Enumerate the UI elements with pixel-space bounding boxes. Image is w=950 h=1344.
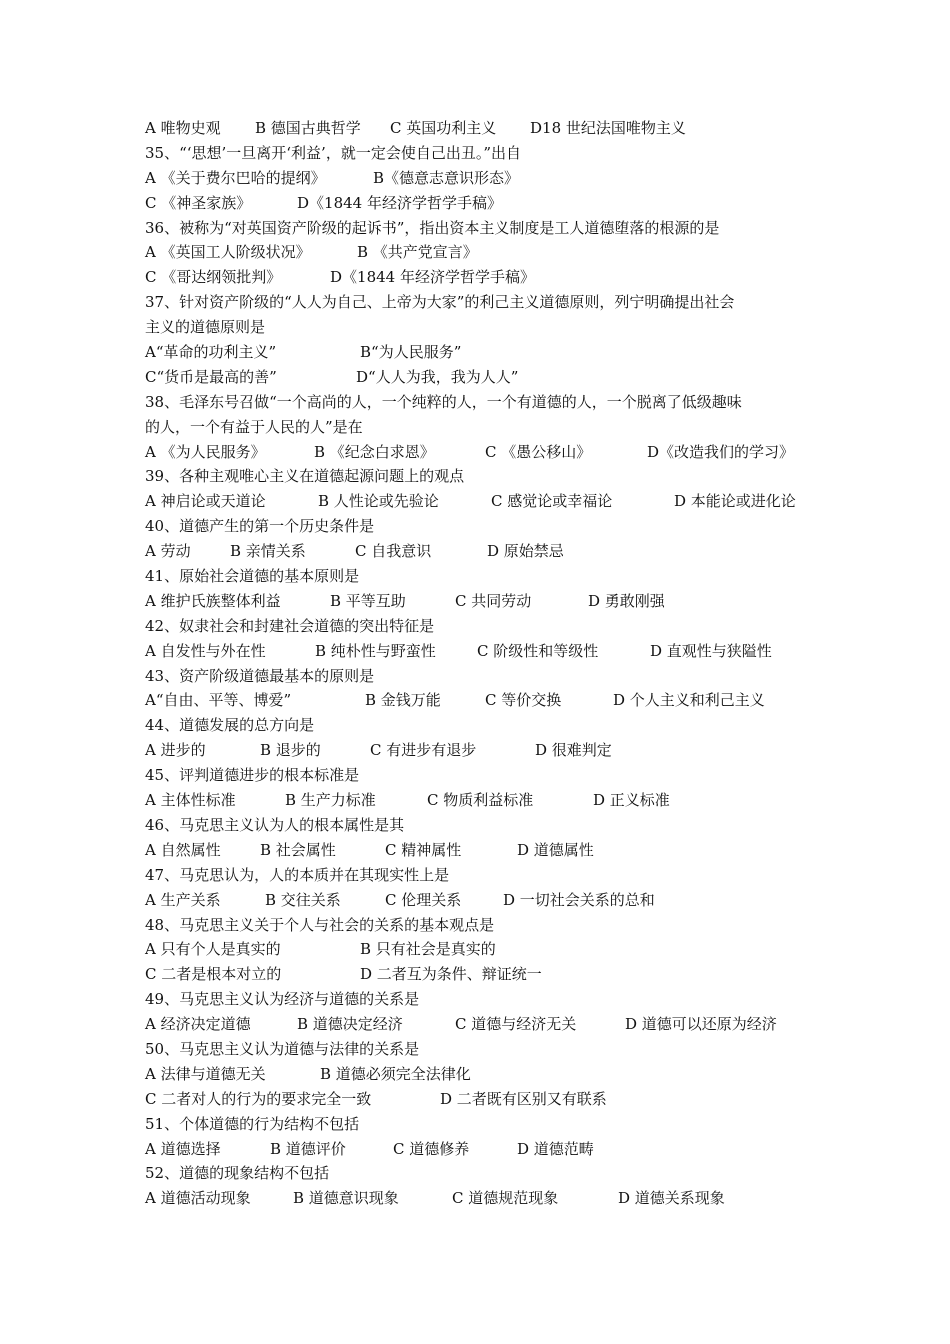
answer-option: A“革命的功利主义” (145, 343, 277, 362)
answer-option: C 英国功利主义 (390, 119, 497, 137)
answer-option: D 直观性与狭隘性 (650, 641, 772, 660)
option-row (145, 539, 825, 564)
answer-option: D 个人主义和利己主义 (613, 691, 765, 710)
question-stem: 的人，一个有益于人民的人”是在 (145, 417, 363, 436)
question-stem: 44、道德发展的总方向是 (145, 716, 315, 735)
answer-option: B 交往关系 (265, 890, 341, 909)
question-text (145, 913, 825, 938)
answer-option: A 经济决定道德 (145, 1015, 251, 1034)
answer-option: C 二者对人的行为的要求完全一致 (145, 1089, 372, 1108)
answer-option: C 《哥达纲领批判》 (145, 268, 282, 287)
question-stem: 36、被称为“对英国资产阶级的起诉书”，指出资本主义制度是工人道德堕落的根源的是 (145, 218, 720, 237)
answer-option: A 道德选择 (145, 1139, 221, 1158)
answer-option: B 德国古典哲学 (255, 119, 361, 137)
answer-option: D 正义标准 (593, 791, 670, 810)
answer-option: B 纯朴性与野蛮性 (315, 641, 436, 660)
answer-option: A 劳动 (145, 542, 191, 561)
option-row (145, 937, 825, 962)
answer-option: C 精神属性 (385, 840, 462, 859)
option-row (145, 489, 825, 514)
question-stem: 主义的道德原则是 (145, 318, 266, 337)
option-row (145, 788, 825, 813)
question-stem: 51、个体道德的行为结构不包括 (145, 1114, 360, 1133)
question-stem: 40、道德产生的第一个历史条件是 (145, 517, 375, 536)
answer-option: B 道德意识现象 (293, 1189, 399, 1208)
question-text (145, 564, 825, 589)
answer-option: C 二者是根本对立的 (145, 965, 282, 984)
option-row (145, 962, 825, 987)
answer-option: C 伦理关系 (385, 890, 462, 909)
question-list (145, 116, 825, 1211)
answer-option: A 进步的 (145, 741, 206, 760)
answer-option: C 道德规范现象 (452, 1189, 559, 1208)
answer-option: A 《关于费尔巴哈的提纲》 (145, 168, 326, 187)
answer-option: B《德意志意识形态》 (373, 168, 520, 187)
question-stem: 46、马克思主义认为人的根本属性是其 (145, 815, 405, 834)
answer-option: D 本能论或进化论 (674, 492, 796, 511)
question-stem: 37、针对资产阶级的“人人为自己、上帝为大家”的利己主义道德原则，列宁明确提出社会 (145, 293, 735, 312)
option-row (145, 888, 825, 913)
question-text (145, 141, 825, 166)
answer-option: B 道德决定经济 (297, 1015, 403, 1034)
question-stem: 39、各种主观唯心主义在道德起源问题上的观点 (145, 467, 465, 486)
question-text (145, 216, 825, 241)
question-text (145, 713, 825, 738)
answer-option: A 唯物史观 (145, 119, 221, 137)
answer-option: C 有进步有退步 (370, 741, 477, 760)
question-text (145, 1161, 825, 1186)
answer-option: B 金钱万能 (365, 691, 441, 710)
answer-option: D 很难判定 (535, 741, 612, 760)
answer-option: B 亲情关系 (230, 542, 306, 561)
answer-option: D 道德属性 (517, 840, 594, 859)
question-stem: 38、毛泽东号召做“一个高尚的人，一个纯粹的人，一个有道德的人，一个脱离了低级趣味 (145, 392, 742, 411)
question-stem: 49、马克思主义认为经济与道德的关系是 (145, 990, 420, 1009)
answer-option: A 主体性标准 (145, 791, 236, 810)
answer-option: B 《纪念白求恩》 (314, 442, 435, 461)
answer-option: B 平等互助 (330, 591, 406, 610)
answer-option: C 《神圣家族》 (145, 193, 252, 212)
answer-option: D 二者既有区别又有联系 (440, 1089, 607, 1108)
answer-option: A 生产关系 (145, 890, 221, 909)
answer-option: B 只有社会是真实的 (360, 940, 496, 959)
question-text (145, 1112, 825, 1137)
question-stem: 48、马克思主义关于个人与社会的关系的基本观点是 (145, 915, 495, 934)
question-stem: 35、“‘思想’一旦离开‘利益’，就一定会使自己出丑。”出自 (145, 143, 521, 162)
answer-option: B 《共产党宣言》 (357, 243, 478, 262)
question-text (145, 390, 825, 415)
answer-option: A 道德活动现象 (145, 1189, 251, 1208)
answer-option: A 自发性与外在性 (145, 641, 266, 660)
option-row (145, 1087, 825, 1112)
answer-option: A 《英国工人阶级状况》 (145, 243, 311, 262)
question-text (145, 1037, 825, 1062)
option-row (145, 688, 825, 713)
answer-option: B“为人民服务” (360, 343, 462, 362)
option-row (145, 639, 825, 664)
answer-option: D18 世纪法国唯物主义 (530, 119, 686, 137)
answer-option: D 道德可以还原为经济 (625, 1015, 777, 1034)
answer-option: C 《愚公移山》 (485, 442, 592, 461)
answer-option: C 阶级性和等级性 (477, 641, 599, 660)
answer-option: D“人人为我，我为人人” (356, 367, 519, 386)
answer-option: A 神启论或天道论 (145, 492, 266, 511)
option-row (145, 116, 825, 141)
answer-option: D 道德关系现象 (618, 1189, 725, 1208)
answer-option: B 社会属性 (260, 840, 336, 859)
answer-option: C“货币是最高的善” (145, 367, 277, 386)
answer-option: C 自我意识 (355, 542, 432, 561)
answer-option: C 物质利益标准 (427, 791, 534, 810)
question-stem: 43、资产阶级道德最基本的原则是 (145, 666, 375, 685)
question-stem: 52、道德的现象结构不包括 (145, 1164, 330, 1183)
option-row (145, 340, 825, 365)
option-row (145, 589, 825, 614)
question-stem: 42、奴隶社会和封建社会道德的突出特征是 (145, 616, 435, 635)
question-text (145, 987, 825, 1012)
answer-option: A 只有个人是真实的 (145, 940, 281, 959)
answer-option: D《1844 年经济学哲学手稿》 (330, 268, 535, 287)
option-row (145, 191, 825, 216)
answer-option: A 维护氏族整体利益 (145, 591, 281, 610)
question-text (145, 415, 825, 440)
answer-option: D 原始禁忌 (487, 542, 564, 561)
question-text (145, 614, 825, 639)
answer-option: B 退步的 (260, 741, 321, 760)
question-text (145, 664, 825, 689)
answer-option: D 一切社会关系的总和 (503, 890, 655, 909)
question-text (145, 863, 825, 888)
answer-option: C 等价交换 (485, 691, 562, 710)
answer-option: C 共同劳动 (455, 591, 532, 610)
option-row (145, 1186, 825, 1211)
question-text (145, 514, 825, 539)
answer-option: C 道德修养 (393, 1139, 470, 1158)
question-text (145, 763, 825, 788)
answer-option: A 自然属性 (145, 840, 221, 859)
answer-option: D 道德范畴 (517, 1139, 594, 1158)
option-row (145, 838, 825, 863)
answer-option: D《改造我们的学习》 (647, 442, 795, 461)
option-row (145, 265, 825, 290)
answer-option: D《1844 年经济学哲学手稿》 (297, 193, 502, 212)
option-row (145, 1062, 825, 1087)
option-row (145, 1012, 825, 1037)
option-row (145, 365, 825, 390)
answer-option: A 《为人民服务》 (145, 442, 266, 461)
question-text (145, 290, 825, 315)
question-stem: 41、原始社会道德的基本原则是 (145, 567, 360, 586)
answer-option: D 勇敢刚强 (588, 591, 665, 610)
option-row (145, 240, 825, 265)
option-row (145, 440, 825, 465)
answer-option: A 法律与道德无关 (145, 1064, 266, 1083)
question-stem: 45、评判道德进步的根本标准是 (145, 766, 360, 785)
option-row (145, 166, 825, 191)
option-row (145, 1137, 825, 1162)
question-stem: 47、马克思认为，人的本质并在其现实性上是 (145, 865, 450, 884)
answer-option: B 道德必须完全法律化 (320, 1064, 471, 1083)
answer-option: D 二者互为条件、辩证统一 (360, 965, 542, 984)
option-row (145, 738, 825, 763)
question-stem: 50、马克思主义认为道德与法律的关系是 (145, 1039, 420, 1058)
answer-option: B 生产力标准 (285, 791, 376, 810)
question-text (145, 813, 825, 838)
question-text (145, 464, 825, 489)
answer-option: B 道德评价 (270, 1139, 346, 1158)
answer-option: C 道德与经济无关 (455, 1015, 577, 1034)
answer-option: C 感觉论或幸福论 (491, 492, 613, 511)
answer-option: A“自由、平等、博爱” (145, 691, 292, 710)
question-text (145, 315, 825, 340)
answer-option: B 人性论或先验论 (318, 492, 439, 511)
